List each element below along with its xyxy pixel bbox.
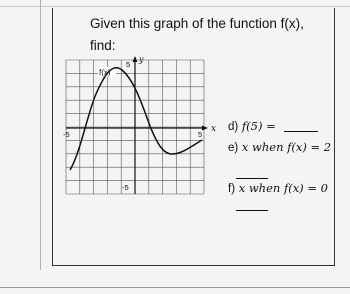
x-min-tick-label: -5: [63, 130, 70, 139]
page-top-rule: [0, 6, 350, 7]
question-instruction: find:: [90, 38, 116, 53]
y-axis-arrow: [133, 56, 138, 62]
part-f-answer-blank[interactable]: [236, 210, 268, 211]
y-max-tick-label: 5: [126, 60, 131, 69]
curve-label: f(x): [99, 68, 111, 77]
x-axis-label: x: [211, 124, 217, 134]
function-curve: [70, 68, 202, 170]
function-graph: [60, 54, 220, 200]
part-e: [228, 140, 331, 154]
graph-axes: [66, 56, 208, 194]
x-max-tick-label: 5: [198, 130, 203, 139]
part-e-label: e): [228, 142, 239, 154]
part-f-expression: x when f(x) = 0: [238, 181, 328, 195]
part-d-answer-blank[interactable]: [284, 131, 318, 132]
part-d-expression: f(5) =: [241, 119, 276, 133]
part-f: [228, 181, 328, 195]
question-text: Given this graph of the function f(x),: [90, 16, 304, 31]
part-f-label: f): [228, 183, 236, 195]
y-axis-label: y: [139, 55, 144, 64]
x-axis-arrow: [202, 126, 208, 131]
part-d: [228, 119, 276, 133]
part-e-answer-blank[interactable]: [236, 178, 268, 179]
page-bottom-rule: [0, 287, 350, 288]
part-d-label: d): [228, 121, 239, 133]
left-margin-rule: [40, 0, 41, 270]
part-e-expression: x when f(x) = 2: [241, 140, 332, 154]
y-min-tick-label: -5: [122, 183, 129, 192]
